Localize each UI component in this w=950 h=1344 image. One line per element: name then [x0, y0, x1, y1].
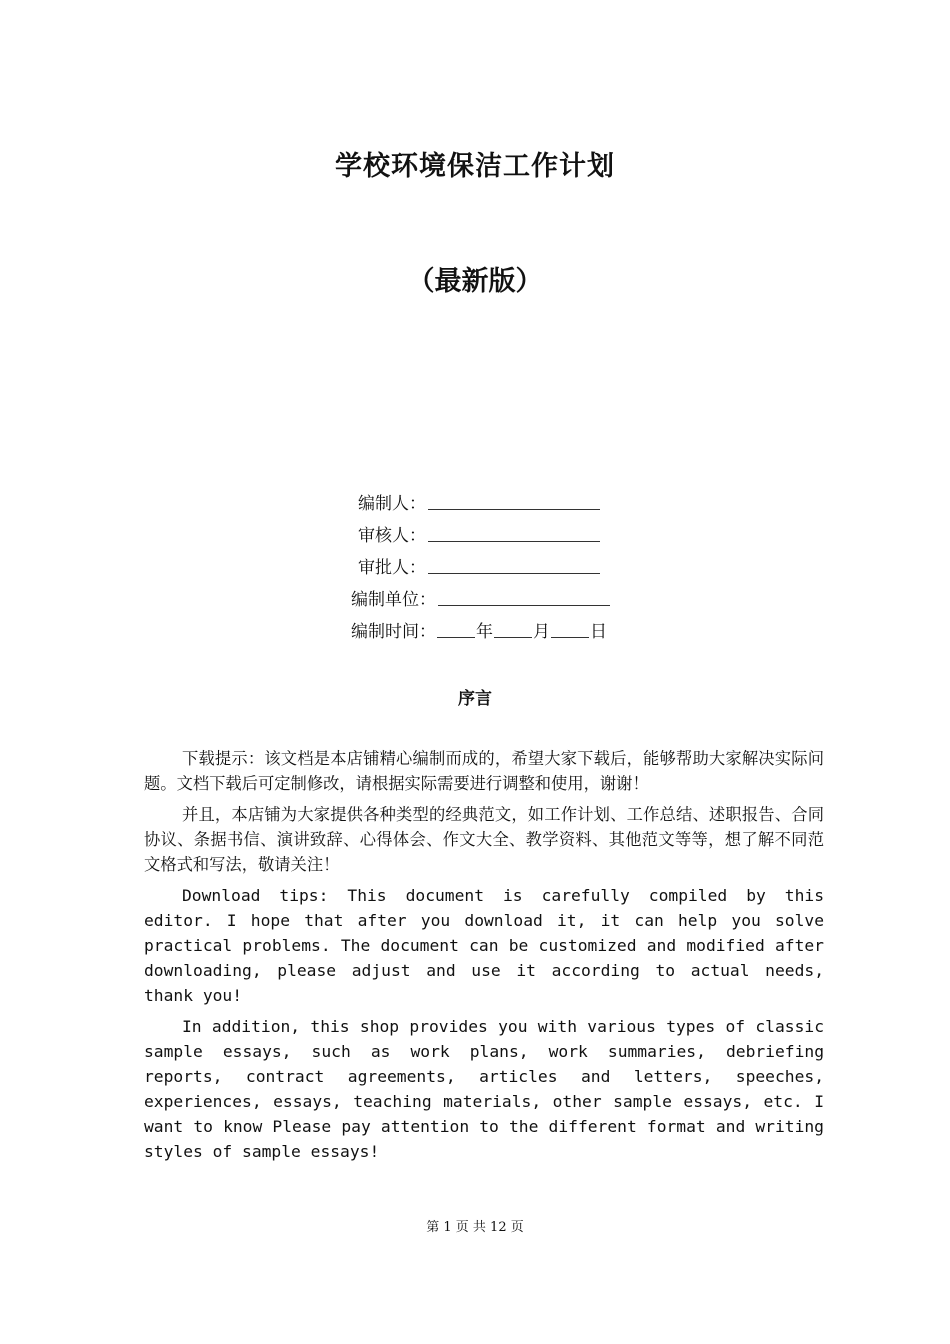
- compiler-field: [330, 488, 650, 520]
- preface-body: [144, 746, 824, 1170]
- reviewer-field: [330, 520, 650, 552]
- paragraph-download-tip-cn: 下载提示：该文档是本店铺精心编制而成的，希望大家下载后，能够帮助大家解决实际问题。文档下载后可定制修改，请根据实际需要进行调整和使用，谢谢！: [144, 749, 824, 793]
- compiler-blank-line: [428, 508, 600, 510]
- paragraph-download-tip-en: Download tips: This document is carefully compiled by this editor. I hope that after you download it, it can help you solve practical problems. The document can be customized and modified after downloading, please adjust and use it according to actual needs, thank you!: [144, 886, 824, 1005]
- preface-heading: 序言: [458, 689, 492, 709]
- year-blank-line: [437, 636, 475, 638]
- approver-blank-line: [428, 572, 600, 574]
- compiler-label: 编制人：: [358, 494, 426, 514]
- page-footer: 第 1 页 共 12 页: [426, 1220, 524, 1235]
- day-blank-line: [551, 636, 589, 638]
- signature-fields: [330, 488, 650, 648]
- unit-label: 编制单位：: [351, 590, 436, 610]
- month-blank-line: [494, 636, 532, 638]
- unit-blank-line: [438, 604, 610, 606]
- document-subtitle: （最新版）: [407, 266, 543, 297]
- reviewer-blank-line: [428, 540, 600, 542]
- month-label: 月: [533, 622, 550, 642]
- paragraph-shop-info-en: In addition, this shop provides you with various types of classic sample essays, such as work plans, work summaries, debriefing reports, contract agreements, articles and letters, speeches, experiences, essays, teaching materials, other sample essays, etc. I want to know Please pay attention to the different format and writing styles of sample essays!: [144, 1017, 824, 1161]
- time-field: [330, 616, 650, 648]
- approver-label: 审批人：: [358, 558, 426, 578]
- time-label: 编制时间：: [351, 622, 436, 642]
- paragraph-shop-info-cn: 并且，本店铺为大家提供各种类型的经典范文，如工作计划、工作总结、述职报告、合同协议、条据书信、演讲致辞、心得体会、作文大全、教学资料、其他范文等等，想了解不同范文格式和写法，敬请关注！: [144, 805, 824, 874]
- document-title: 学校环境保洁工作计划: [335, 151, 615, 182]
- day-label: 日: [590, 622, 607, 642]
- year-label: 年: [476, 622, 493, 642]
- reviewer-label: 审核人：: [358, 526, 426, 546]
- unit-field: [330, 584, 650, 616]
- approver-field: [330, 552, 650, 584]
